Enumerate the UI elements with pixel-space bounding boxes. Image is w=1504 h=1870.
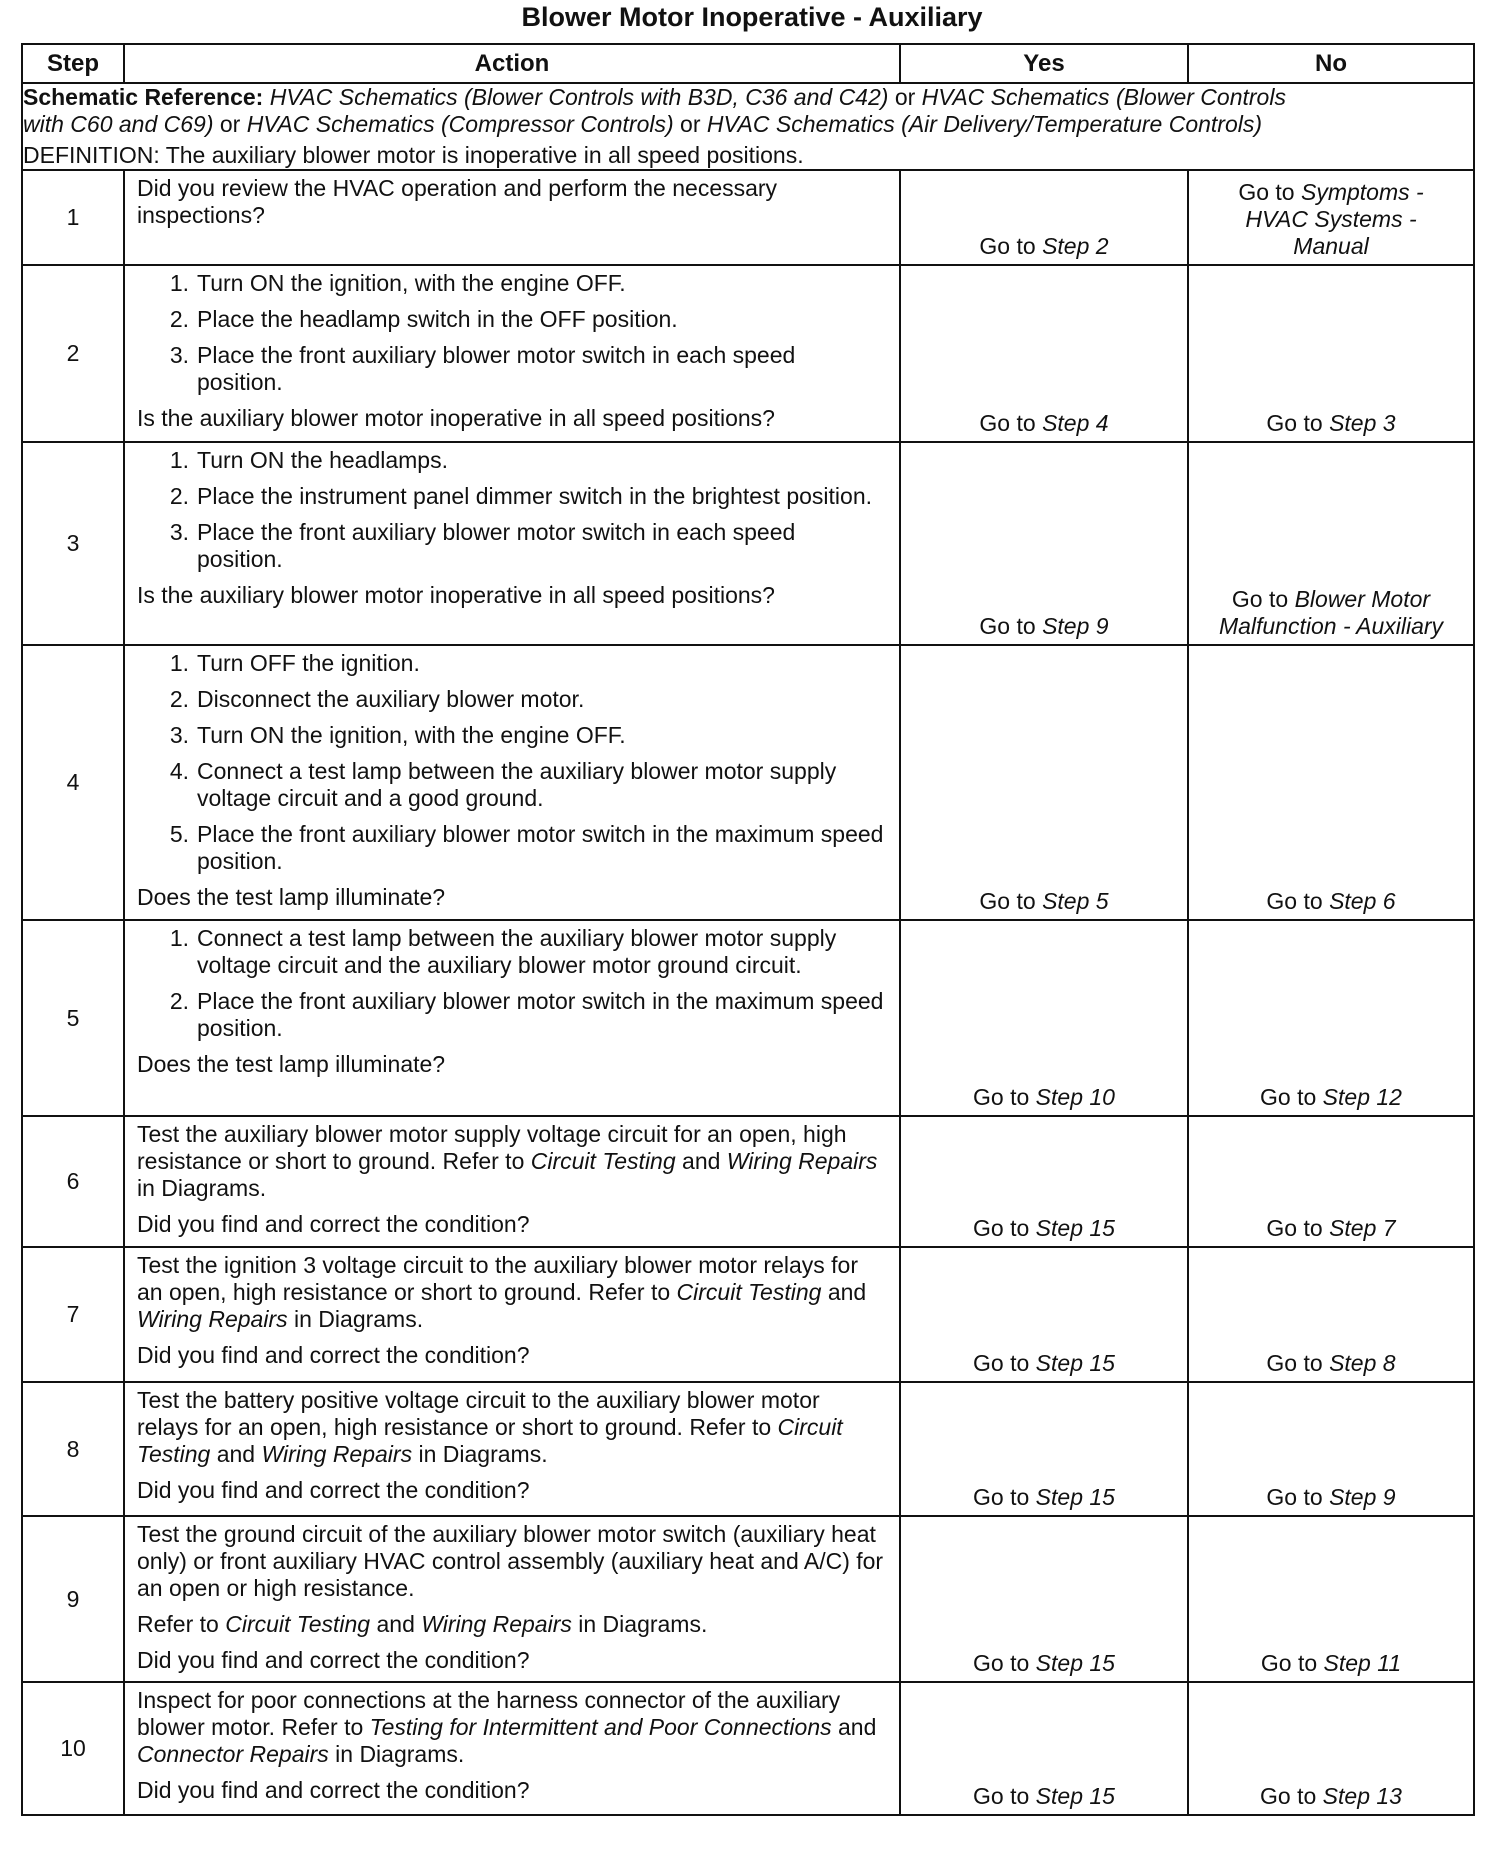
step-row <box>22 920 1474 1116</box>
instruction-item <box>137 447 887 474</box>
schematic-ref-1: HVAC Schematics (Blower Controls with B3D, C36 and C42) <box>269 84 889 110</box>
no-goto: Go to <box>1266 410 1323 436</box>
yes-cell <box>900 645 1188 920</box>
paragraph-text: and <box>682 1148 721 1174</box>
action-paragraph <box>137 1387 887 1468</box>
header-row <box>22 44 1474 83</box>
no-step-ref: Step 13 <box>1322 1783 1402 1809</box>
instruction-text: Connect a test lamp between the auxiliary blower motor supply voltage circuit and the auxiliary blower motor ground circuit. <box>197 925 837 978</box>
paragraph-text: Test the auxiliary blower motor supply voltage circuit for an open, high resistance or short to ground. Refer to <box>137 1121 847 1174</box>
step-row <box>22 645 1474 920</box>
no-goto: Go to <box>1266 1484 1323 1510</box>
paragraph-text: in Diagrams. <box>578 1611 708 1637</box>
yes-goto: Go to <box>973 1084 1030 1110</box>
paragraph-text: in Diagrams. <box>335 1741 465 1767</box>
yes-goto: Go to <box>973 1650 1030 1676</box>
step-row <box>22 1682 1474 1815</box>
no-step-ref: Step 8 <box>1329 1350 1396 1376</box>
yes-step-ref: Step 2 <box>1042 233 1109 259</box>
no-ref: Malfunction - Auxiliary <box>1218 613 1444 639</box>
reference-link: Circuit Testing <box>225 1611 371 1637</box>
reference-link: Wiring Repairs <box>421 1611 572 1637</box>
step-question: Did you find and correct the condition? <box>137 1777 530 1803</box>
step-row <box>22 1516 1474 1682</box>
paragraph-text: and <box>827 1279 867 1305</box>
no-step-ref: Step 3 <box>1329 410 1396 436</box>
instruction-item <box>137 650 887 677</box>
step-question: Did you find and correct the condition? <box>137 1477 530 1503</box>
step-number: 1 <box>22 170 124 265</box>
step-number: 4 <box>22 645 124 920</box>
yes-cell <box>900 1382 1188 1516</box>
instruction-item <box>137 270 887 297</box>
yes-goto: Go to <box>979 613 1036 639</box>
step-instructions <box>137 447 887 573</box>
instruction-text: Turn ON the ignition, with the engine OFF. <box>197 722 626 748</box>
yes-cell <box>900 1247 1188 1382</box>
step-row <box>22 265 1474 442</box>
reference-link: Wiring Repairs <box>726 1148 878 1174</box>
paragraph-text: Refer to <box>137 1611 219 1637</box>
yes-goto: Go to <box>979 888 1036 914</box>
instruction-number: 5. <box>169 821 189 847</box>
yes-goto: Go to <box>979 233 1036 259</box>
yes-cell <box>900 920 1188 1116</box>
action-cell <box>124 170 900 265</box>
instruction-text: Place the headlamp switch in the OFF position. <box>197 306 678 332</box>
reference-link: Wiring Repairs <box>261 1441 413 1467</box>
no-goto: Go to <box>1266 888 1323 914</box>
page-title: Blower Motor Inoperative - Auxiliary <box>521 2 983 32</box>
yes-step-ref: Step 15 <box>1035 1484 1115 1510</box>
paragraph-text: and <box>216 1441 256 1467</box>
reference-link: Circuit Testing <box>530 1148 676 1174</box>
instruction-text: Turn ON the headlamps. <box>197 447 448 473</box>
action-cell <box>124 1682 900 1815</box>
step-number: 5 <box>22 920 124 1116</box>
instruction-number: 1. <box>169 925 189 951</box>
no-ref: Blower Motor <box>1294 586 1431 612</box>
instruction-text: Place the front auxiliary blower motor switch in each speed position. <box>197 519 796 572</box>
paragraph-text: and <box>376 1611 415 1637</box>
action-cell <box>124 1247 900 1382</box>
instruction-text: Connect a test lamp between the auxiliary blower motor supply voltage circuit and a good ground. <box>197 758 837 811</box>
step-instructions <box>137 925 887 1042</box>
action-cell <box>124 645 900 920</box>
instruction-number: 1. <box>169 447 189 473</box>
instruction-number: 2. <box>169 686 189 712</box>
instruction-number: 1. <box>169 650 189 676</box>
no-goto: Go to <box>1260 1783 1317 1809</box>
action-paragraph <box>137 1252 887 1333</box>
step-question: Does the test lamp illuminate? <box>137 884 446 910</box>
schematic-reference <box>22 83 1474 170</box>
yes-step-ref: Step 15 <box>1035 1650 1115 1676</box>
instruction-text: Place the front auxiliary blower motor switch in each speed position. <box>197 342 796 395</box>
header-action: Action <box>124 44 900 83</box>
no-cell <box>1188 1116 1474 1247</box>
paragraph-text: in Diagrams. <box>418 1441 548 1467</box>
no-line <box>1195 586 1467 613</box>
yes-cell <box>900 1682 1188 1815</box>
no-cell <box>1188 920 1474 1116</box>
schematic-or-3: or <box>680 111 701 137</box>
no-cell <box>1188 1247 1474 1382</box>
step-instructions <box>137 650 887 875</box>
instruction-text: Turn ON the ignition, with the engine OFF. <box>197 270 626 296</box>
yes-step-ref: Step 5 <box>1042 888 1109 914</box>
step-number: 3 <box>22 442 124 645</box>
paragraph-text: in Diagrams. <box>294 1306 424 1332</box>
instruction-item <box>137 686 887 713</box>
header-no: No <box>1188 44 1474 83</box>
action-cell <box>124 442 900 645</box>
action-cell <box>124 920 900 1116</box>
step-question: Did you find and correct the condition? <box>137 1211 530 1237</box>
step-instructions <box>137 270 887 396</box>
paragraph-text: Test the ignition 3 voltage circuit to the auxiliary blower motor relays for an open, high resistance or short to ground. Refer to <box>137 1252 858 1305</box>
reference-link: Circuit Testing <box>676 1279 822 1305</box>
header-step: Step <box>22 44 124 83</box>
schematic-label: Schematic Reference: <box>23 84 264 110</box>
action-cell <box>124 1382 900 1516</box>
no-cell <box>1188 265 1474 442</box>
yes-step-ref: Step 10 <box>1035 1084 1115 1110</box>
step-row <box>22 442 1474 645</box>
instruction-item <box>137 483 887 510</box>
action-cell <box>124 1116 900 1247</box>
no-cell <box>1188 170 1474 265</box>
instruction-number: 4. <box>169 758 189 784</box>
instruction-item <box>137 988 887 1042</box>
yes-cell <box>900 1516 1188 1682</box>
instruction-number: 3. <box>169 722 189 748</box>
action-paragraph <box>137 1121 887 1202</box>
step-question: Is the auxiliary blower motor inoperative in all speed positions? <box>137 405 775 431</box>
schematic-ref-4: HVAC Schematics (Air Delivery/Temperature Controls) <box>706 111 1263 137</box>
schematic-ref-2a: HVAC Schematics (Blower Controls <box>921 84 1286 110</box>
step-number: 10 <box>22 1682 124 1815</box>
no-step-ref: Step 9 <box>1329 1484 1396 1510</box>
paragraph-text: Test the battery positive voltage circuit to the auxiliary blower motor relays for an open, high resistance or short to ground. Refer to <box>137 1387 820 1440</box>
instruction-text: Place the instrument panel dimmer switch in the brightest position. <box>197 483 872 509</box>
no-cell <box>1188 1682 1474 1815</box>
yes-step-ref: Step 9 <box>1042 613 1109 639</box>
header-yes: Yes <box>900 44 1188 83</box>
step-row <box>22 1116 1474 1247</box>
instruction-text: Disconnect the auxiliary blower motor. <box>197 686 585 712</box>
action-paragraph: Test the ground circuit of the auxiliary blower motor switch (auxiliary heat only) or front auxiliary HVAC control assembly (auxiliary heat and A/C) for an open or high resistance. <box>137 1521 884 1601</box>
instruction-number: 2. <box>169 988 189 1014</box>
step-number: 2 <box>22 265 124 442</box>
instruction-item <box>137 758 887 812</box>
no-cell <box>1188 645 1474 920</box>
yes-cell <box>900 170 1188 265</box>
no-step-ref: Step 12 <box>1322 1084 1402 1110</box>
instruction-number: 2. <box>169 306 189 332</box>
no-cell <box>1188 1382 1474 1516</box>
schematic-or-2: or <box>219 111 241 137</box>
step-row <box>22 170 1474 265</box>
no-step-ref: Step 6 <box>1329 888 1396 914</box>
yes-step-ref: Step 15 <box>1035 1350 1115 1376</box>
yes-cell <box>900 442 1188 645</box>
yes-goto: Go to <box>979 410 1036 436</box>
action-paragraph <box>137 1611 887 1638</box>
no-goto: Go to <box>1231 586 1289 612</box>
instruction-number: 1. <box>169 270 189 296</box>
no-step-ref: Step 11 <box>1323 1650 1402 1676</box>
instruction-item <box>137 925 887 979</box>
yes-step-ref: Step 15 <box>1035 1783 1115 1809</box>
reference-link: Circuit Testing <box>137 1414 843 1467</box>
instruction-number: 3. <box>169 342 189 368</box>
yes-goto: Go to <box>973 1350 1030 1376</box>
yes-cell <box>900 265 1188 442</box>
action-cell <box>124 265 900 442</box>
step-question: Is the auxiliary blower motor inoperative in all speed positions? <box>137 582 775 608</box>
paragraph-text: in Diagrams. <box>137 1175 267 1201</box>
yes-goto: Go to <box>973 1215 1030 1241</box>
reference-link: Testing for Intermittent and Poor Connections <box>369 1714 832 1740</box>
schematic-ref-3: HVAC Schematics (Compressor Controls) <box>246 111 674 137</box>
step-number: 7 <box>22 1247 124 1382</box>
yes-cell <box>900 1116 1188 1247</box>
schematic-or-1: or <box>894 84 916 110</box>
step-question: Did you review the HVAC operation and perform the necessary inspections? <box>137 175 778 228</box>
step-question: Did you find and correct the condition? <box>137 1342 530 1368</box>
yes-goto: Go to <box>973 1484 1030 1510</box>
yes-goto: Go to <box>973 1783 1030 1809</box>
no-goto: Go to <box>1260 1084 1317 1110</box>
reference-link: Connector Repairs <box>137 1741 329 1767</box>
action-paragraph <box>137 1687 887 1768</box>
step-question: Does the test lamp illuminate? <box>137 1051 446 1077</box>
schematic-ref-2b: with C60 and C69) <box>23 111 214 137</box>
no-goto: Go to <box>1266 1350 1323 1376</box>
reference-link: Wiring Repairs <box>137 1306 288 1332</box>
paragraph-text: Inspect for poor connections at the harness connector of the auxiliary blower motor. Refer to <box>137 1687 841 1740</box>
no-ref: Manual <box>1293 233 1369 259</box>
no-ref: HVAC Systems - <box>1245 206 1417 232</box>
instruction-text: Turn OFF the ignition. <box>197 650 420 676</box>
no-cell <box>1188 1516 1474 1682</box>
yes-step-ref: Step 15 <box>1035 1215 1115 1241</box>
instruction-item <box>137 722 887 749</box>
instruction-text: Place the front auxiliary blower motor switch in the maximum speed position. <box>197 988 884 1041</box>
no-goto: Go to <box>1260 1650 1318 1676</box>
instruction-number: 3. <box>169 519 189 545</box>
paragraph-text: and <box>838 1714 877 1740</box>
no-goto: Go to <box>1266 1215 1323 1241</box>
no-step-ref: Step 7 <box>1329 1215 1396 1241</box>
instruction-item <box>137 821 887 875</box>
step-number: 8 <box>22 1382 124 1516</box>
instruction-item <box>137 306 887 333</box>
schematic-row <box>22 83 1474 170</box>
step-row <box>22 1382 1474 1516</box>
definition: DEFINITION: The auxiliary blower motor is inoperative in all speed positions. <box>23 142 804 168</box>
step-question: Did you find and correct the condition? <box>137 1647 530 1673</box>
step-row <box>22 1247 1474 1382</box>
instruction-item <box>137 519 887 573</box>
step-number: 6 <box>22 1116 124 1247</box>
no-line <box>1195 179 1467 206</box>
instruction-number: 2. <box>169 483 189 509</box>
no-ref: Symptoms - <box>1300 179 1424 205</box>
action-cell <box>124 1516 900 1682</box>
instruction-text: Place the front auxiliary blower motor switch in the maximum speed position. <box>197 821 884 874</box>
step-number: 9 <box>22 1516 124 1682</box>
diagnostic-table <box>21 43 1475 1816</box>
instruction-item <box>137 342 887 396</box>
no-cell <box>1188 442 1474 645</box>
no-goto: Go to <box>1238 179 1295 205</box>
yes-step-ref: Step 4 <box>1042 410 1109 436</box>
